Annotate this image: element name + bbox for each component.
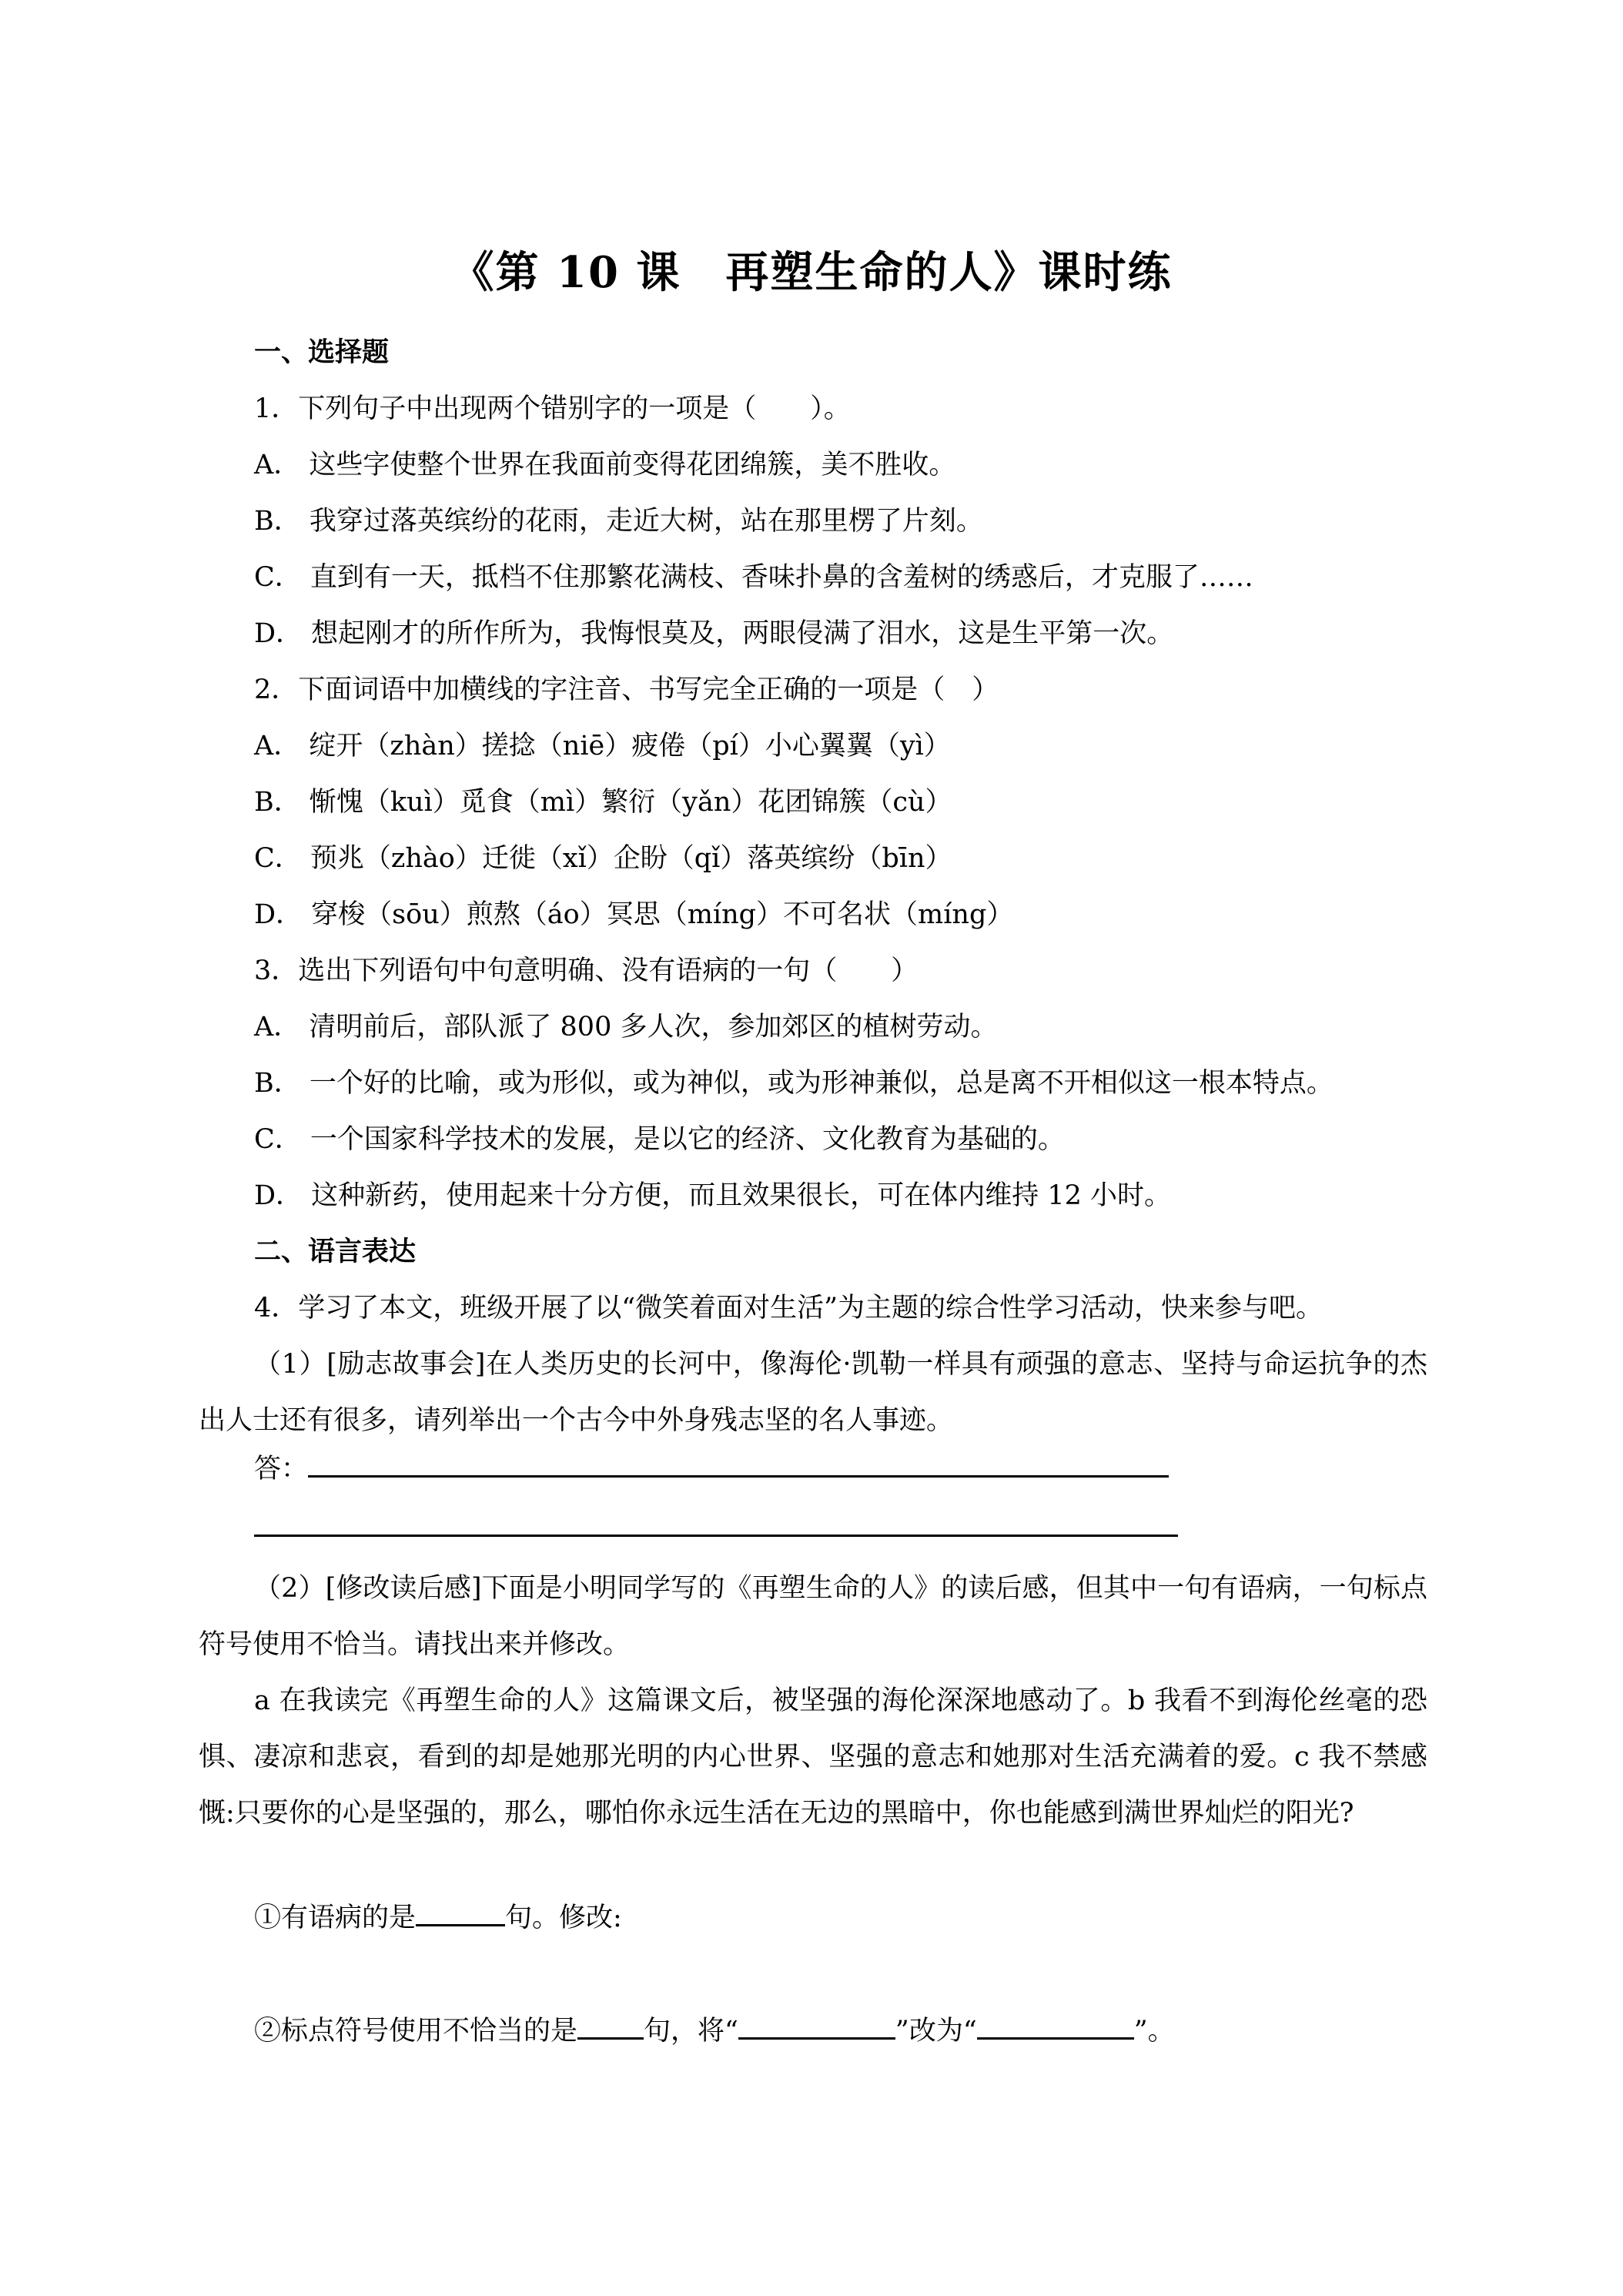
q3-stem: 3．选出下列语句中句意明确、没有语病的一句（ ）	[254, 956, 919, 986]
item1-suffix: 句。修改:	[505, 1903, 622, 1933]
q3-option-a: A． 清明前后，部队派了 800 多人次，参加郊区的植树劳动。	[254, 1012, 998, 1043]
q3-option-d: D． 这种新药，使用起来十分方便，而且效果很长，可在体内维持 12 小时。	[254, 1180, 1171, 1211]
item2-revised-blank[interactable]	[977, 2011, 1134, 2040]
answer-label: 答：	[254, 1454, 309, 1484]
item2-mid: 句，将“	[644, 2016, 738, 2047]
q1-option-d: D． 想起刚才的所作所为，我悔恨莫及，两眼侵满了泪水，这是生平第一次。	[254, 618, 1174, 649]
q2-option-c: C． 预兆（zhào）迁徙（xǐ）企盼（qǐ）落英缤纷（bīn）	[254, 843, 952, 874]
item2-prefix: ②标点符号使用不恰当的是	[254, 2016, 578, 2047]
q4-part1: （1）[励志故事会]在人类历史的长河中，像海伦·凯勒一样具有顽强的意志、坚持与命运抗争的杰出人士还有很多，请列举出一个古今中外身残志坚的名人事迹。	[199, 1349, 1427, 1436]
q2-option-a: A． 绽开（zhàn）搓捻（niē）疲倦（pí）小心翼翼（yì）	[254, 731, 951, 761]
q4-stem: 4．学习了本文，班级开展了以“微笑着面对生活”为主题的综合性学习活动，快来参与吧。	[254, 1293, 1323, 1324]
q4-item1	[254, 1898, 622, 1936]
q1-option-c: C． 直到有一天，抵档不住那繁花满枝、香味扑鼻的含羞树的绣惑后，才克服了……	[254, 562, 1253, 593]
q2-option-b: B． 惭愧（kuì）觅食（mì）繁衍（yǎn）花团锦簇（cù）	[254, 787, 952, 818]
q3-option-b: B． 一个好的比喻，或为形似，或为神似，或为形神兼似，总是离不开相似这一根本特点。	[254, 1068, 1334, 1099]
q4-item2	[254, 2011, 1175, 2050]
q1-option-a: A． 这些字使整个世界在我面前变得花团绵簇，美不胜收。	[254, 450, 956, 480]
item2-change: ”改为“	[895, 2016, 977, 2047]
item1-sentence-blank[interactable]	[416, 1898, 505, 1926]
answer-blank-line-1[interactable]	[308, 1449, 1169, 1478]
section-heading-expression: 二、语言表达	[254, 1236, 417, 1267]
q4-passage: a 在我读完《再塑生命的人》这篇课文后，被坚强的海伦深深地感动了。b 我看不到海伦丝毫的恐惧、凄凉和悲哀，看到的却是她那光明的内心世界、坚强的意志和她那对生活充满着的爱。c 我不禁感慨:只要你的心是坚强的，那么，哪怕你永远生活在无边的黑暗中，你也能感到满世界灿烂的阳光?	[199, 1685, 1427, 1829]
q3-option-c: C． 一个国家科学技术的发展，是以它的经济、文化教育为基础的。	[254, 1124, 1065, 1155]
q2-stem: 2．下面词语中加横线的字注音、书写完全正确的一项是（ ）	[254, 674, 999, 705]
q4-part2: （2）[修改读后感]下面是小明同学写的《再塑生命的人》的读后感，但其中一句有语病，一句标点符号使用不恰当。请找出来并修改。	[199, 1573, 1427, 1660]
q1-option-b: B． 我穿过落英缤纷的花雨，走近大树，站在那里楞了片刻。	[254, 506, 983, 537]
item2-original-blank[interactable]	[738, 2011, 895, 2040]
item1-prefix: ①有语病的是	[254, 1903, 417, 1933]
item2-end: ”。	[1133, 2016, 1175, 2047]
page-title: 《第 10 课 再塑生命的人》课时练	[450, 247, 1173, 298]
item2-sentence-blank[interactable]	[577, 2011, 644, 2040]
section-heading-choice: 一、选择题	[254, 336, 390, 368]
q2-option-d: D． 穿梭（sōu）煎熬（áo）冥思（míng）不可名状（míng）	[254, 899, 1014, 930]
answer-row	[254, 1449, 1169, 1488]
answer-blank-line-2[interactable]	[254, 1535, 1178, 1537]
q1-stem: 1．下列句子中出现两个错别字的一项是（ ）。	[254, 393, 851, 424]
